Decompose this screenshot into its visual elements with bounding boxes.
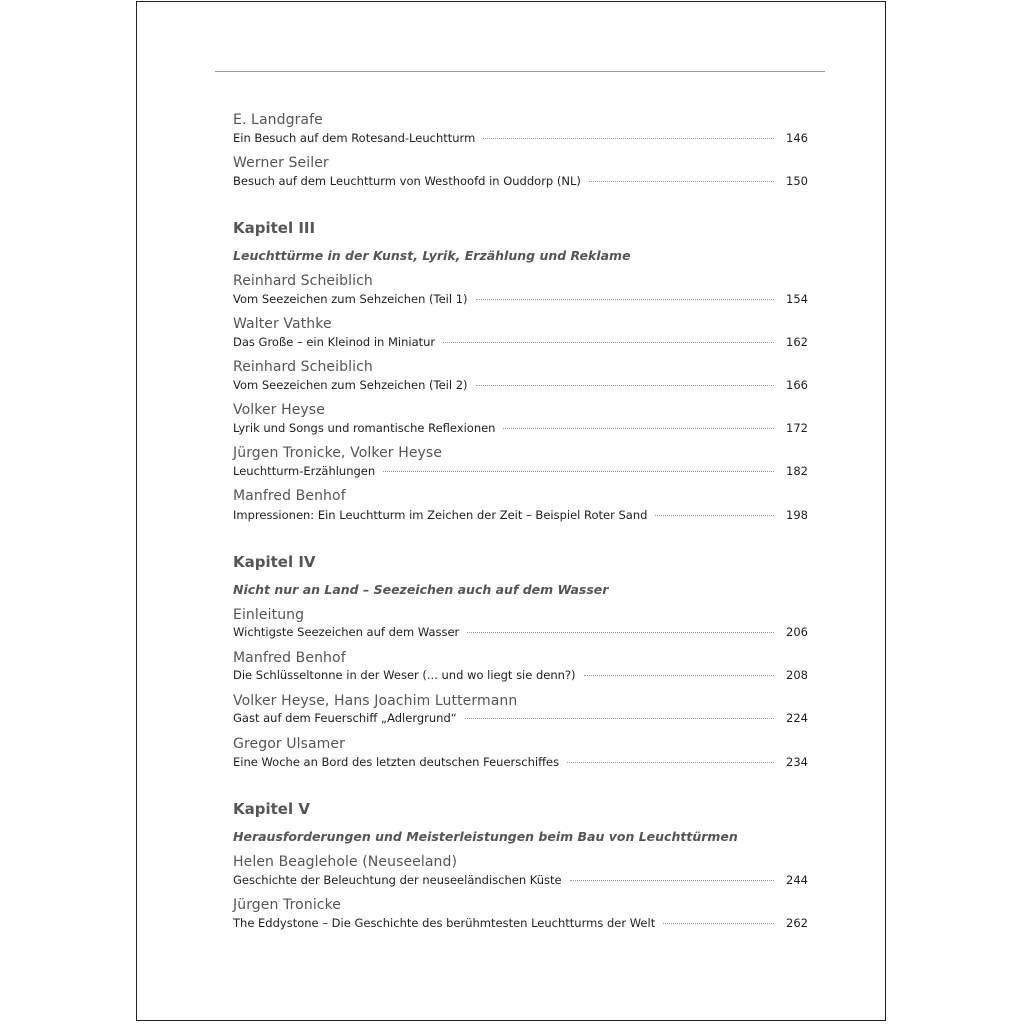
header-rule — [215, 71, 825, 72]
toc-entry[interactable] — [233, 421, 808, 436]
page-number: 262 — [786, 916, 808, 930]
page-number: 162 — [786, 335, 808, 349]
author: Jürgen Tronicke — [233, 897, 342, 913]
page-number: 224 — [786, 711, 808, 725]
page-number: 198 — [786, 508, 808, 522]
page — [136, 1, 886, 1021]
toc-entry[interactable] — [233, 174, 808, 189]
toc-entry[interactable] — [233, 335, 808, 350]
toc-entry[interactable] — [233, 131, 808, 146]
dot-leader — [465, 718, 774, 719]
author: Reinhard Scheiblich — [233, 359, 373, 375]
page-number: 146 — [786, 131, 808, 145]
kapitel-v-heading: Kapitel V — [233, 800, 310, 818]
page-number: 234 — [786, 755, 808, 769]
entry-title: Die Schlüsseltonne in der Weser (... und wo liegt sie denn?) — [233, 668, 576, 682]
dot-leader — [655, 515, 774, 516]
toc-entry[interactable] — [233, 755, 808, 770]
author: Jürgen Tronicke, Volker Heyse — [233, 445, 443, 461]
dot-leader — [503, 428, 774, 429]
toc-entry[interactable] — [233, 625, 808, 640]
dot-leader — [383, 471, 774, 472]
entry-title: Das Große – ein Kleinod in Miniatur — [233, 335, 436, 349]
entry-title: Impressionen: Ein Leuchtturm im Zeichen der Zeit – Beispiel Roter Sand — [233, 508, 648, 522]
kapitel-iv-subtitle: Nicht nur an Land – Seezeichen auch auf dem Wasser — [233, 582, 609, 597]
page-number: 154 — [786, 292, 808, 306]
entry-title: Ein Besuch auf dem Rotesand-Leuchtturm — [233, 131, 476, 145]
page-number: 166 — [786, 378, 808, 392]
kapitel-iii-subtitle: Leuchttürme in der Kunst, Lyrik, Erzählung und Reklame — [233, 248, 631, 263]
page-number: 244 — [786, 873, 808, 887]
author: Manfred Benhof — [233, 650, 346, 666]
author: Werner Seiler — [233, 155, 329, 171]
kapitel-iii-heading: Kapitel III — [233, 219, 316, 237]
dot-leader — [570, 880, 774, 881]
toc-entry[interactable] — [233, 873, 808, 888]
entry-title: Eine Woche an Bord des letzten deutschen Feuerschiffes — [233, 755, 560, 769]
author: Helen Beaglehole (Neuseeland) — [233, 854, 458, 870]
kapitel-v-subtitle: Herausforderungen und Meisterleistungen beim Bau von Leuchttürmen — [233, 829, 738, 844]
author: Volker Heyse, Hans Joachim Luttermann — [233, 693, 518, 709]
page-number: 150 — [786, 174, 808, 188]
page-number: 172 — [786, 421, 808, 435]
entry-title: Wichtigste Seezeichen auf dem Wasser — [233, 625, 460, 639]
toc-entry[interactable] — [233, 711, 808, 726]
entry-title: Leuchtturm-Erzählungen — [233, 464, 376, 478]
kapitel-iv-heading: Kapitel IV — [233, 553, 316, 571]
toc-entry[interactable] — [233, 378, 808, 393]
entry-title: Lyrik und Songs und romantische Reflexionen — [233, 421, 496, 435]
dot-leader — [663, 923, 774, 924]
dot-leader — [589, 181, 774, 182]
entry-title: The Eddystone – Die Geschichte des berühmtesten Leuchtturms der Welt — [233, 916, 656, 930]
page-number: 182 — [786, 464, 808, 478]
dot-leader — [476, 299, 774, 300]
author: Manfred Benhof — [233, 488, 346, 504]
dot-leader — [584, 675, 774, 676]
author: Einleitung — [233, 607, 305, 623]
author: Walter Vathke — [233, 316, 332, 332]
author: Reinhard Scheiblich — [233, 273, 373, 289]
page-number: 208 — [786, 668, 808, 682]
entry-title: Besuch auf dem Leuchtturm von Westhoofd in Ouddorp (NL) — [233, 174, 581, 188]
entry-title: Vom Seezeichen zum Sehzeichen (Teil 1) — [233, 292, 468, 306]
author: Gregor Ulsamer — [233, 736, 345, 752]
dot-leader — [483, 138, 774, 139]
toc-entry[interactable] — [233, 292, 808, 307]
dot-leader — [467, 632, 774, 633]
author: Volker Heyse — [233, 402, 325, 418]
author: E. Landgrafe — [233, 112, 323, 128]
entry-title: Gast auf dem Feuerschiff „Adlergrund“ — [233, 711, 457, 725]
dot-leader — [567, 762, 774, 763]
entry-title: Geschichte der Beleuchtung der neuseeländischen Küste — [233, 873, 562, 887]
page-number: 206 — [786, 625, 808, 639]
dot-leader — [443, 342, 774, 343]
toc-entry[interactable] — [233, 464, 808, 479]
entry-title: Vom Seezeichen zum Sehzeichen (Teil 2) — [233, 378, 468, 392]
toc-entry[interactable] — [233, 508, 808, 523]
dot-leader — [476, 385, 774, 386]
toc-entry[interactable] — [233, 668, 808, 683]
toc-entry[interactable] — [233, 916, 808, 931]
